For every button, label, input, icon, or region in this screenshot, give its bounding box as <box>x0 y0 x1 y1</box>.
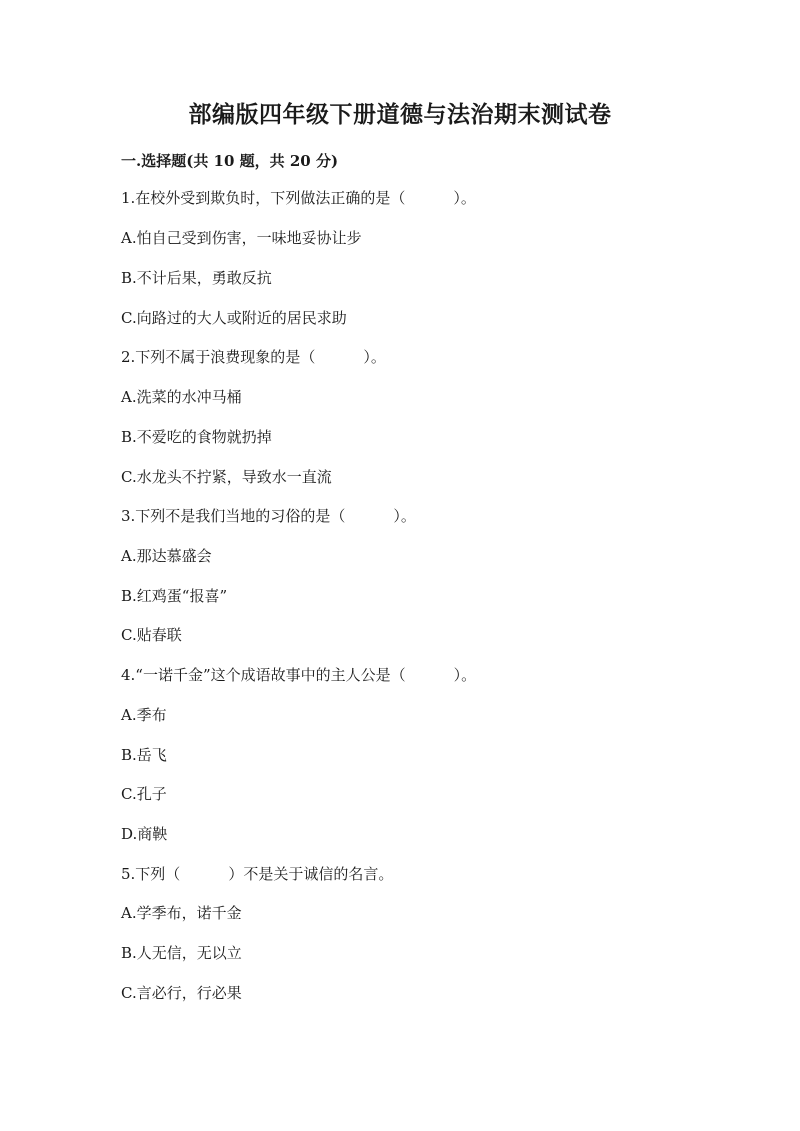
question-5-option-c: C.言必行，行必果 <box>121 984 242 1002</box>
question-2-option-c: C.水龙头不拧紧，导致水一直流 <box>121 468 332 486</box>
page-title: 部编版四年级下册道德与法治期末测试卷 <box>188 101 612 128</box>
question-stem-text: 2.下列不属于浪费现象的是（ <box>121 348 316 366</box>
question-4-option-b: B.岳飞 <box>121 746 167 764</box>
question-2-option-b: B.不爱吃的食物就扔掉 <box>121 428 272 446</box>
question-stem-end: ）不是关于诚信的名言。 <box>228 865 394 883</box>
question-2-option-a: A.洗菜的水冲马桶 <box>121 388 242 406</box>
question-4-option-c: C.孔子 <box>121 785 167 803</box>
question-5-option-a: A.学季布，诺千金 <box>121 904 242 922</box>
question-3-option-b: B.红鸡蛋“报喜” <box>121 587 228 605</box>
question-stem-text: 4.“一诺千金”这个成语故事中的主人公是（ <box>121 666 406 684</box>
question-1-stem <box>121 187 476 208</box>
question-5-stem <box>121 863 393 884</box>
question-3-option-c: C.贴春联 <box>121 626 182 644</box>
question-1-option-c: C.向路过的大人或附近的居民求助 <box>121 309 347 327</box>
question-5-option-b: B.人无信，无以立 <box>121 944 242 962</box>
question-stem-end: ）。 <box>363 348 386 366</box>
question-stem-text: 5.下列（ <box>121 865 181 883</box>
question-stem-end: ）。 <box>393 507 416 525</box>
question-4-option-a: A.季布 <box>121 706 167 724</box>
question-stem-end: ）。 <box>453 189 476 207</box>
question-2-stem <box>121 346 386 367</box>
question-stem-end: ）。 <box>453 666 477 684</box>
question-stem-text: 1.在校外受到欺负时，下列做法正确的是（ <box>121 189 406 207</box>
section-heading: 一.选择题(共 10 题，共 20 分) <box>121 152 339 170</box>
question-3-stem <box>121 505 416 526</box>
question-stem-text: 3.下列不是我们当地的习俗的是（ <box>121 507 346 525</box>
question-3-option-a: A.那达慕盛会 <box>121 547 212 565</box>
question-1-option-b: B.不计后果，勇敢反抗 <box>121 269 272 287</box>
question-4-option-d: D.商鞅 <box>121 825 168 843</box>
question-1-option-a: A.怕自己受到伤害，一味地妥协让步 <box>121 229 362 247</box>
question-4-stem <box>121 664 476 685</box>
